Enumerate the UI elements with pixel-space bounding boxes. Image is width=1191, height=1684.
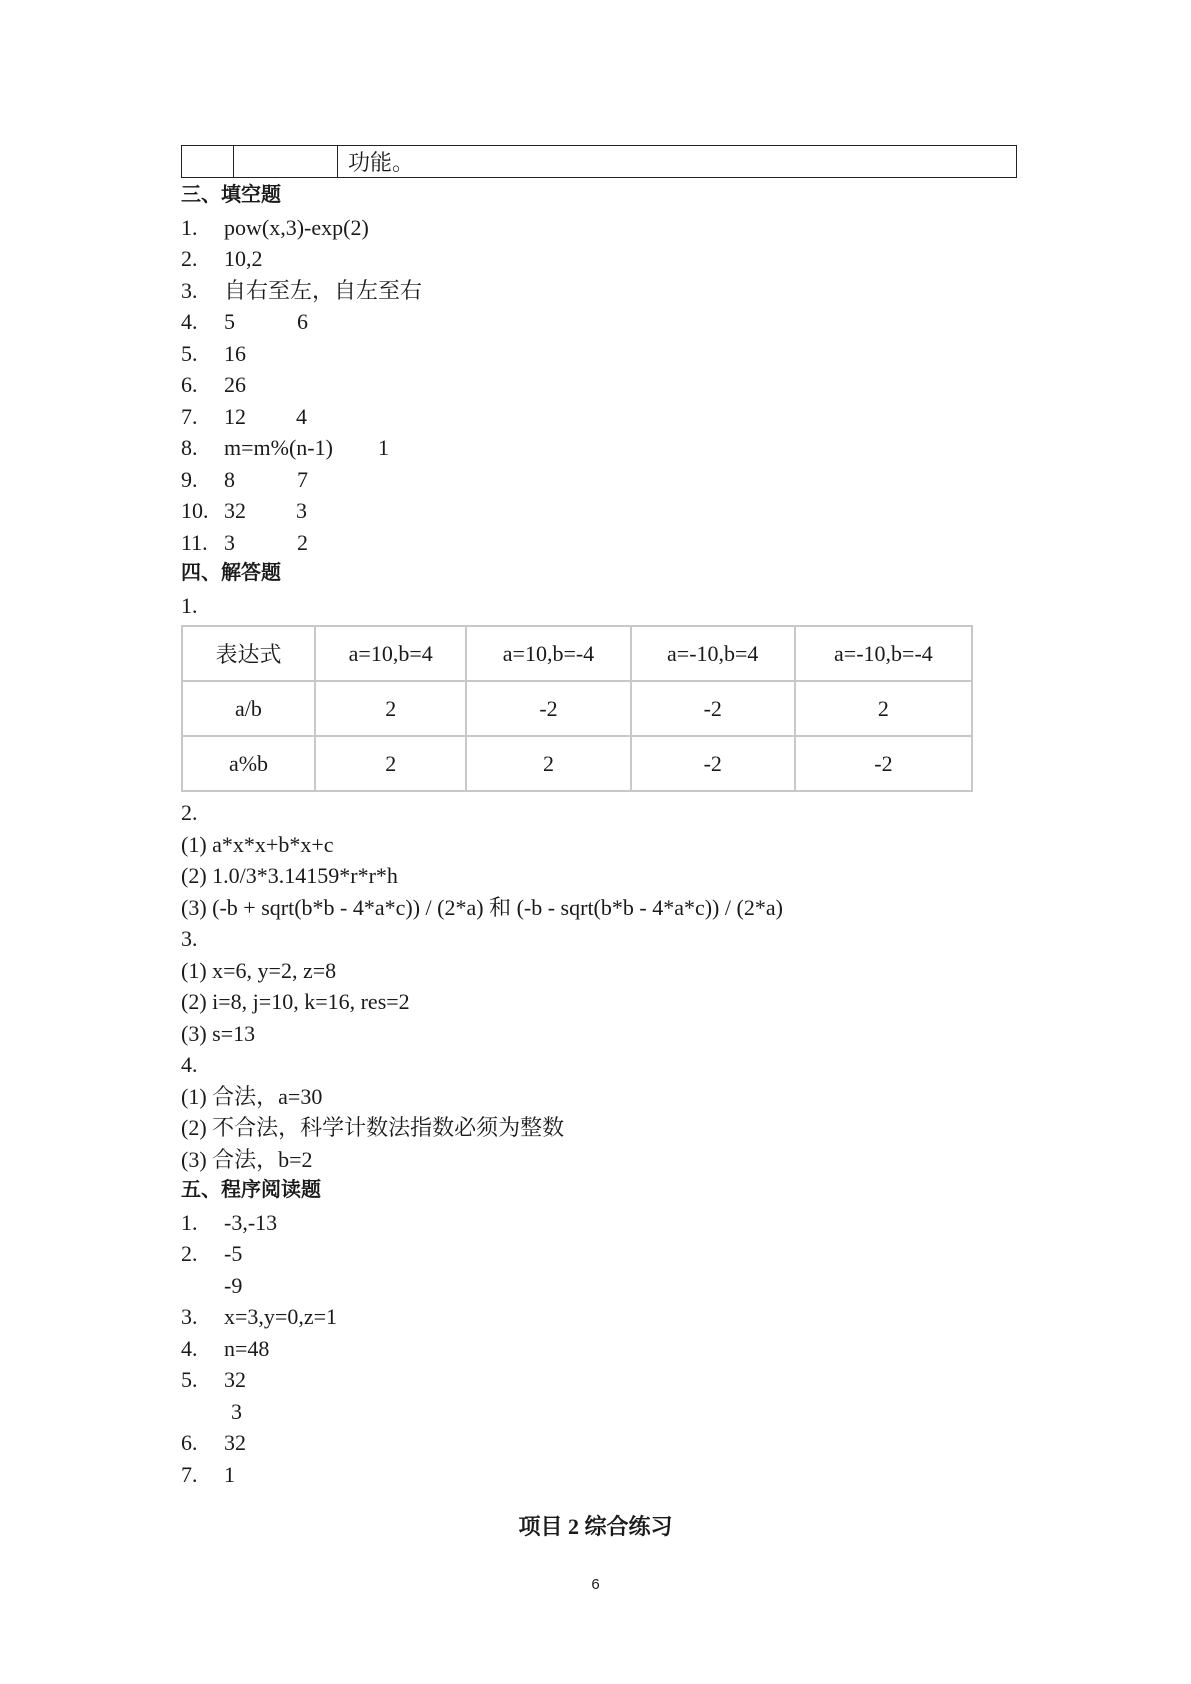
answer-text-second: 6 xyxy=(297,309,308,334)
answer-text: m=m%(n-1) xyxy=(224,435,333,460)
answer-text: -9 xyxy=(224,1272,243,1298)
table-cell: -2 xyxy=(795,736,972,791)
item-number: 4. xyxy=(181,309,198,334)
answer-text: 1 xyxy=(224,1461,235,1487)
answer-text: 32 xyxy=(224,1430,246,1455)
answer-text: 3 xyxy=(224,529,235,555)
table-cell: 2 xyxy=(795,681,972,736)
item-number: 5. xyxy=(181,1367,198,1392)
question-label: 2. xyxy=(181,800,198,825)
table-cell: a%b xyxy=(182,736,315,791)
answer-text-second: 1 xyxy=(377,435,389,460)
answer-text: 32 xyxy=(224,498,246,523)
item-number: 6. xyxy=(181,372,198,397)
question-label: 4. xyxy=(181,1052,198,1077)
table-row xyxy=(182,146,1017,178)
answer-line: (2) 不合法，科学计数法指数必须为整数 xyxy=(181,1115,565,1140)
table-cell: a/b xyxy=(182,681,315,736)
answer-line: (1) x=6, y=2, z=8 xyxy=(181,957,337,983)
list-item xyxy=(181,1459,1021,1491)
answer-text: 32 xyxy=(224,1367,246,1392)
list-item xyxy=(181,1238,1021,1270)
header-cell: a=-10,b=4 xyxy=(631,626,795,681)
header-cell: a=10,b=-4 xyxy=(466,626,630,681)
section3-heading: 三、填空题 xyxy=(181,184,281,206)
answer-text: -5 xyxy=(224,1241,243,1266)
answer-text-second: 4 xyxy=(296,403,307,429)
list-item xyxy=(181,243,1021,275)
list-item xyxy=(181,464,1021,496)
next-section-title: 项目 2 综合练习 xyxy=(518,1514,673,1539)
table-header-row xyxy=(182,626,972,681)
item-number: 11. xyxy=(181,529,208,555)
item-number: 2. xyxy=(181,1241,198,1266)
item-number: 7. xyxy=(181,403,198,429)
list-item xyxy=(181,1396,1021,1428)
fill-blank-list xyxy=(181,212,1021,559)
list-item xyxy=(181,1207,1021,1239)
item-number: 3. xyxy=(181,1304,198,1329)
table-cell xyxy=(234,146,338,178)
item-number: 6. xyxy=(181,1430,198,1455)
item-number: 1. xyxy=(181,214,198,240)
answer-text: -3,-13 xyxy=(224,1209,278,1235)
answer-content xyxy=(181,180,1021,1490)
answer-line: (1) 合法，a=30 xyxy=(181,1083,323,1109)
item-number: 7. xyxy=(181,1461,198,1487)
list-item xyxy=(181,401,1021,433)
answer-line: (2) 1.0/3*3.14159*r*r*h xyxy=(181,863,398,888)
section5-heading: 五、程序阅读题 xyxy=(181,1179,321,1201)
operator-results-table xyxy=(181,625,973,792)
answer-line: (3) (-b + sqrt(b*b - 4*a*c)) / (2*a) 和 (-b - sqrt(b*b - 4*a*c)) / (2*a) xyxy=(181,894,783,920)
item-number: 2. xyxy=(181,246,198,271)
section4-heading: 四、解答题 xyxy=(181,562,281,584)
answer-text: n=48 xyxy=(224,1335,270,1361)
answer-text: 26 xyxy=(224,372,246,397)
answer-text: pow(x,3)-exp(2) xyxy=(224,214,369,240)
program-reading-list xyxy=(181,1207,1021,1491)
answer-text-second: 3 xyxy=(296,498,307,523)
list-item xyxy=(181,369,1021,401)
item-number: 9. xyxy=(181,466,198,492)
list-item xyxy=(181,527,1021,559)
list-item xyxy=(181,306,1021,338)
previous-table-fragment xyxy=(181,145,1017,178)
table-row xyxy=(182,681,972,736)
answer-text: x=3,y=0,z=1 xyxy=(224,1304,337,1329)
list-item xyxy=(181,1333,1021,1365)
list-item xyxy=(181,212,1021,244)
answer-line: (1) a*x*x+b*x+c xyxy=(181,831,334,857)
item-number: 4. xyxy=(181,1335,198,1361)
table-cell: 功能。 xyxy=(338,146,1017,178)
answer-text: 3 xyxy=(231,1398,242,1424)
table-cell: -2 xyxy=(631,736,795,791)
answer-line: (3) 合法，b=2 xyxy=(181,1146,313,1172)
list-item xyxy=(181,1427,1021,1459)
question-label: 3. xyxy=(181,926,198,951)
list-item xyxy=(181,275,1021,307)
item-number: 8. xyxy=(181,435,198,460)
list-item xyxy=(181,432,1021,464)
answer-text: 16 xyxy=(224,340,246,366)
list-item xyxy=(181,338,1021,370)
item-number: 10. xyxy=(181,498,209,523)
list-item xyxy=(181,1364,1021,1396)
table-cell: -2 xyxy=(466,681,630,736)
header-cell: a=10,b=4 xyxy=(315,626,466,681)
table-cell xyxy=(182,146,234,178)
answer-text: 12 xyxy=(224,403,246,429)
item-number: 1. xyxy=(181,1209,198,1235)
question-label: 1. xyxy=(181,592,198,618)
table-cell: 2 xyxy=(466,736,630,791)
item-number: 3. xyxy=(181,277,198,303)
header-cell: 表达式 xyxy=(182,626,315,681)
answer-text: 8 xyxy=(224,466,235,492)
answer-text-second: 7 xyxy=(297,466,308,492)
item-number: 5. xyxy=(181,340,198,366)
answer-line: (2) i=8, j=10, k=16, res=2 xyxy=(181,989,410,1014)
table-row xyxy=(182,736,972,791)
list-item xyxy=(181,1301,1021,1333)
answer-text-second: 2 xyxy=(297,529,308,555)
table-cell: -2 xyxy=(631,681,795,736)
answer-text: 5 xyxy=(224,309,235,334)
list-item xyxy=(181,495,1021,527)
page-number: 6 xyxy=(591,1576,600,1593)
answer-text: 自右至左，自左至右 xyxy=(224,277,423,303)
header-cell: a=-10,b=-4 xyxy=(795,626,972,681)
answer-line: (3) s=13 xyxy=(181,1020,256,1046)
list-item xyxy=(181,1270,1021,1302)
answer-text: 10,2 xyxy=(224,246,263,271)
table-cell: 2 xyxy=(315,736,466,791)
table-cell: 2 xyxy=(315,681,466,736)
